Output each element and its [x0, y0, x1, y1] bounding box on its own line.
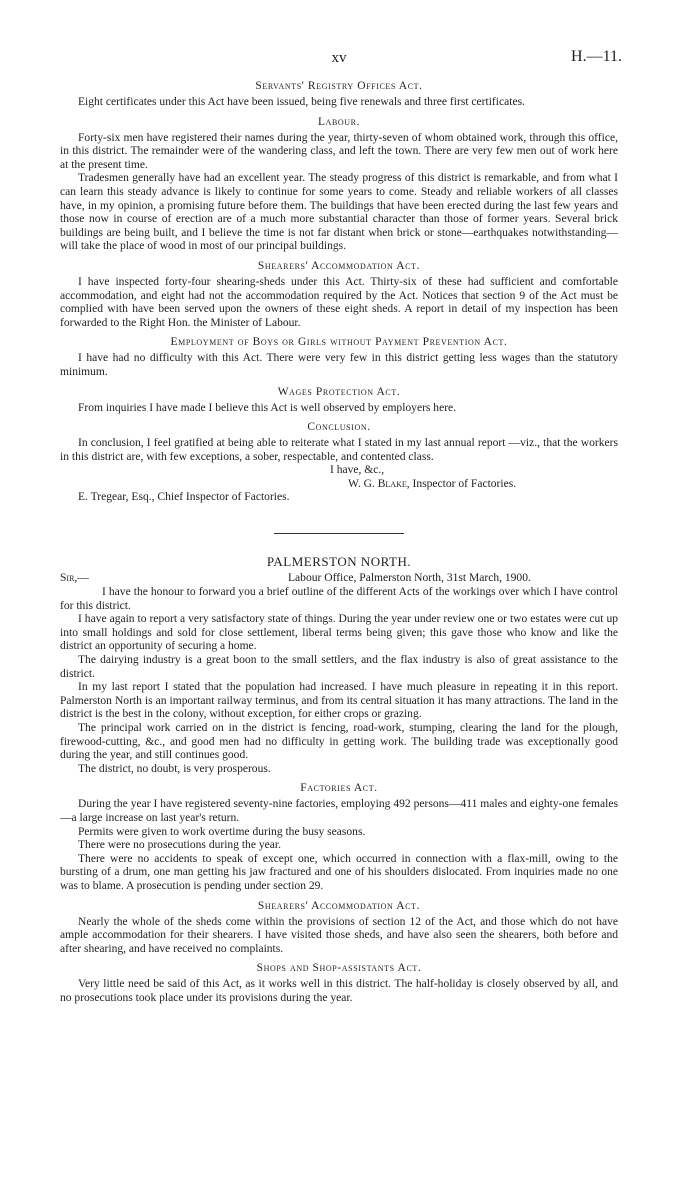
- signature-closing-row: [60, 464, 618, 478]
- section-heading-conclusion: Conclusion.: [307, 421, 371, 434]
- section-heading-servants-registry: Servants' Registry Offices Act.: [255, 80, 423, 92]
- section-heading-employment-boys-girls: Employment of Boys or Girls without Payment Prevention Act.: [170, 336, 508, 349]
- page-number: xv: [331, 50, 347, 66]
- paragraph: The district, no doubt, is very prosperous.: [78, 762, 271, 775]
- paragraph: Very little need be said of this Act, as it works well in this district. The half-holiday is closely observed by all, and no prosecutions took place under its provisions during the year.: [60, 978, 618, 1004]
- paragraph: From inquiries I have made I believe this Act is well observed by employers here.: [78, 401, 457, 414]
- section-heading-shearers-accommodation: Shearers' Accommodation Act.: [257, 259, 421, 272]
- page-header: [60, 48, 622, 74]
- section-divider: [274, 533, 404, 534]
- paragraph: There were no accidents to speak of except one, which occurred in connection with a flax-mill, owing to the bursting of a drum, one man getting his jaw fractured and one of his shoulders dislocated. From inquiries made no one was to blame. A prosecution is pending under section 29.: [60, 852, 618, 892]
- section-heading-factories: Factories Act.: [300, 782, 378, 795]
- paragraph: I have the honour to forward you a brief outline of the different Acts of the workings over which I have control for this district.: [60, 586, 618, 612]
- paragraph: During the year I have registered seventy-nine factories, employing 492 persons—411 males and eighty-one females—a large increase on last year's return.: [60, 798, 618, 824]
- dateline: Labour Office, Palmerston North, 31st March, 1900.: [288, 572, 531, 585]
- paragraph: I have again to report a very satisfactory state of things. During the year under review one or two estates were cut up into small holdings and sold for close settlement, liberal terms being given; this gave those who know and like the district an opportunity of securing a home.: [60, 613, 618, 653]
- section-heading-wages-protection: Wages Protection Act.: [277, 385, 401, 398]
- paragraph: There were no prosecutions during the year.: [78, 839, 281, 852]
- signature-name-row: [60, 478, 618, 492]
- document-page: [60, 48, 622, 1006]
- paragraph: The principal work carried on in the district is fencing, road-work, stumping, clearing the land for the plough, firewood-cutting, &c., and good men had no difficulty in getting work. The building trade was exceptionally good during the year, and still continues good.: [60, 722, 618, 762]
- signature-closing: I have, &c.,: [330, 464, 385, 477]
- paragraph: The dairying industry is a great boon to the small settlers, and the flax industry is also of great assistance to the district.: [60, 654, 618, 680]
- paragraph: In my last report I stated that the population had increased. I have much pleasure in repeating it in this report. Palmerston North is an important railway terminus, and from its central situation it has many attractions. The land in the district is the best in the colony, without exception, for either crops or grazing.: [60, 681, 618, 721]
- signature-name: W. G. Blake, Inspector of Factories.: [348, 477, 517, 490]
- report-title-palmerston-north: PALMERSTON NORTH.: [266, 554, 412, 570]
- document-reference: H.—11.: [571, 48, 622, 65]
- paragraph: Forty-six men have registered their names during the year, thirty-seven of whom obtained work, through this office, in this district. The remainder were of the wandering class, and left the town. There are very few men out of work here at the present time.: [60, 131, 618, 171]
- paragraph: Permits were given to work overtime during the busy seasons.: [78, 825, 366, 838]
- paragraph: Tradesmen generally have had an excellent year. The steady progress of this district is remarkable, and from what I can learn this steady advance is likely to continue for some years to come. Steady and reliable workers of all classes have, in my opinion, a promising future before them. The buildings that have been erected during the last few years and those now in course of erection are of a much more substantial character than those of former years. Several brick buildings are being built, and I believe the time is not far distant when brick or stone—earthquakes notwithstanding—will take the place of wood in most of our principal buildings.: [60, 172, 618, 253]
- salutation-row: [60, 572, 618, 586]
- section-heading-labour: Labour.: [317, 115, 361, 128]
- paragraph: I have inspected forty-four shearing-sheds under this Act. Thirty-six of these had sufficient and comfortable accommodation, and eight had not the accommodation required by the Act. Notices that section 9 of the Act must be complied with have been served upon the owners of these eight sheds. A report in detail of my inspection has been forwarded to the Right Hon. the Minister of Labour.: [60, 275, 618, 329]
- section-heading-shops-assistants: Shops and Shop-assistants Act.: [256, 962, 422, 975]
- section-heading-shearers-accommodation-2: Shearers' Accommodation Act.: [257, 899, 421, 912]
- paragraph: Eight certificates under this Act have been issued, being five renewals and three first certificates.: [78, 96, 525, 108]
- addressee: E. Tregear, Esq., Chief Inspector of Factories.: [78, 491, 290, 504]
- salutation: Sir,—: [60, 572, 89, 585]
- addressee-row: [60, 491, 618, 505]
- paragraph: I have had no difficulty with this Act. There were very few in this district getting less wages than the statutory minimum.: [60, 352, 618, 378]
- paragraph: Nearly the whole of the sheds come within the provisions of section 12 of the Act, and those which do not have ample accommodation for their shearers. I have visited those sheds, and have also seen the shearers, both before and after shearing, and have received no complaints.: [60, 915, 618, 955]
- paragraph: In conclusion, I feel gratified at being able to reiterate what I stated in my last annual report —viz., that the workers in this district are, with few exceptions, a sober, respectable, and contented class.: [60, 437, 618, 463]
